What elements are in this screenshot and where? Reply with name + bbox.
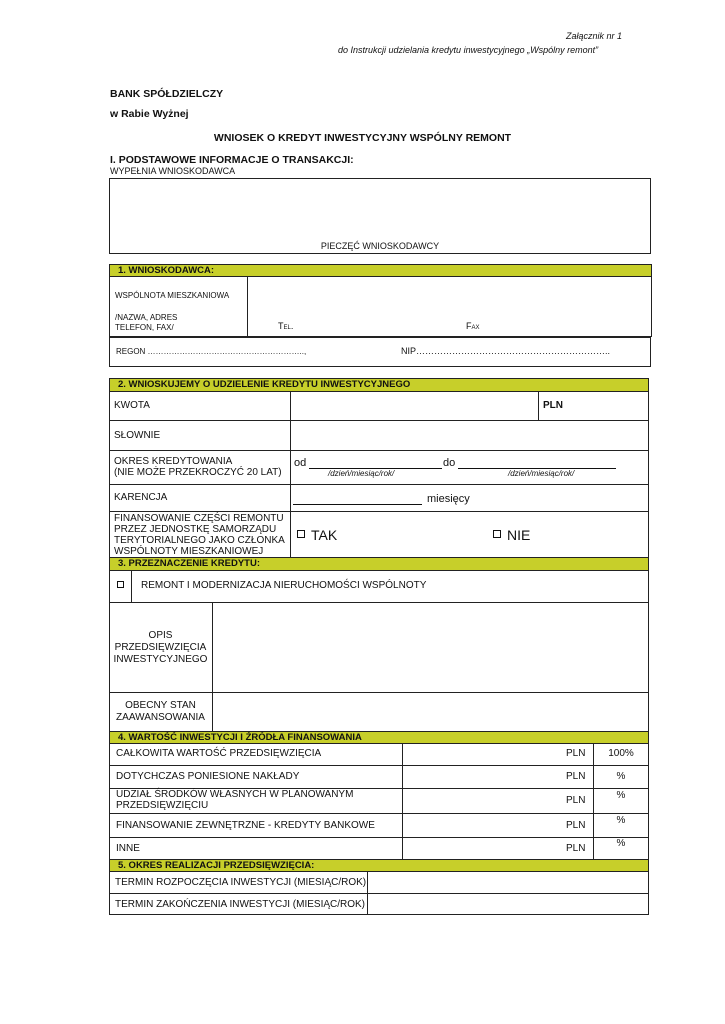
annex-reference: do Instrukcji udzielania kredytu inwestycyjnego „Wspólny remont” — [338, 45, 599, 55]
form-title: WNIOSEK O KREDYT INWESTYCYJNY WSPÓLNY REMONT — [213, 132, 512, 144]
purpose-label: REMONT I MODERNIZACJA NIERUCHOMOŚCI WSPÓLNOTY — [141, 580, 427, 591]
financing-row-label: CAŁKOWITA WARTOŚĆ PRZEDSIĘWZIĘCIA — [116, 748, 322, 759]
no-checkbox[interactable] — [493, 530, 501, 538]
financing-row-label: UDZIAŁ ŚRODKÓW WŁASNYCH W PLANOWANYM — [116, 789, 354, 800]
no-label: NIE — [507, 527, 531, 543]
name-address-label: /NAZWA, ADRES — [115, 313, 178, 322]
date-hint-from: /dzień/miesiąc/rok/ — [328, 469, 395, 478]
financing-row-label-cont: PRZEDSIĘWZIĘCIU — [116, 800, 209, 811]
amount-label: KWOTA — [114, 400, 150, 411]
financing-row-unit: PLN — [566, 771, 586, 782]
grace-period-field[interactable] — [293, 504, 422, 505]
stamp-label: PIECZĘĆ WNIOSKODAWCY — [320, 241, 440, 251]
financing-row-unit: PLN — [566, 795, 586, 806]
amount-in-words-label: SŁOWNIE — [114, 430, 161, 441]
description-label-2: PRZEDSIĘWZIĘCIA — [114, 642, 207, 653]
bank-name: BANK SPÓŁDZIELCZY — [110, 88, 224, 100]
bank-city: w Rabie Wyżnej — [110, 108, 189, 120]
financing-row-percent: % — [616, 815, 626, 826]
amount-in-words-input[interactable] — [291, 421, 648, 450]
yes-label: TAK — [311, 527, 338, 543]
financing-row-label: DOTYCHCZAS PONIESIONE NAKŁADY — [116, 771, 300, 782]
end-date-input[interactable] — [368, 894, 648, 914]
municipal-financing-label-4: WSPÓLNOTY MIESZKANIOWEJ — [114, 546, 264, 557]
financing-row-label: FINANSOWANIE ZEWNĘTRZNE - KREDYTY BANKOWE — [116, 820, 375, 831]
period-to-label: do — [443, 457, 456, 469]
section-bar-period: 5. OKRES REALIZACJI PRZEDSIĘWZIĘCIA: — [109, 859, 649, 872]
description-label-1: OPIS — [148, 630, 173, 641]
progress-label-1: OBECNY STAN — [125, 700, 196, 711]
progress-label-2: ZAAWANSOWANIA — [116, 712, 205, 723]
regon-field[interactable]: REGON ………………………………………………….., — [116, 347, 307, 356]
municipal-financing-label-2: PRZEZ JEDNOSTKĘ SAMORZĄDU — [114, 524, 277, 535]
financing-row-percent: % — [616, 838, 626, 849]
applicant-name-field[interactable] — [248, 277, 651, 336]
start-date-input[interactable] — [368, 872, 648, 893]
fax-label: Fax — [466, 321, 480, 331]
credit-period-label: OKRES KREDYTOWANIA — [114, 456, 233, 467]
section-bar-purpose: 3. PRZEZNACZENIE KREDYTU: — [109, 557, 649, 571]
period-from-label: od — [294, 457, 307, 469]
section-heading: I. PODSTAWOWE INFORMACJE O TRANSAKCJI: — [110, 154, 354, 166]
purpose-checkbox[interactable] — [117, 581, 124, 588]
section-bar-credit: 2. WNIOSKUJEMY O UDZIELENIE KREDYTU INWESTYCYJNEGO — [109, 378, 649, 392]
amount-input[interactable] — [291, 392, 538, 420]
date-hint-to: /dzień/miesiąc/rok/ — [508, 469, 575, 478]
nip-field[interactable]: NIP……………………………………………………….. — [401, 346, 611, 356]
financing-row-percent: % — [616, 771, 626, 782]
financing-row-percent: % — [616, 790, 626, 801]
end-date-label: TERMIN ZAKOŃCZENIA INWESTYCJI (MIESIĄC/ROK) — [115, 899, 366, 910]
section-bar-financing: 4. WARTOŚĆ INWESTYCJI I ŹRÓDŁA FINANSOWANIA — [109, 731, 649, 744]
section-bar-applicant: 1. WNIOSKODAWCA: — [109, 264, 652, 277]
financing-row-unit: PLN — [566, 820, 586, 831]
municipal-financing-label-3: TERYTORIALNEGO JAKO CZŁONKA — [114, 535, 285, 546]
financing-row-unit: PLN — [566, 748, 586, 759]
grace-period-label: KARENCJA — [114, 492, 168, 503]
description-label-3: INWESTYCYJNEGO — [113, 654, 208, 665]
description-input[interactable] — [213, 603, 648, 692]
phone-fax-label: TELEFON, FAX/ — [115, 323, 174, 332]
financing-value-input[interactable] — [403, 744, 592, 859]
tel-label: Tel. — [278, 321, 294, 331]
municipal-financing-label-1: FINANSOWANIE CZĘŚCI REMONTU — [114, 513, 284, 524]
grace-months-label: miesięcy — [427, 493, 470, 505]
fill-by-label: WYPEŁNIA WNIOSKODAWCA — [110, 166, 236, 176]
start-date-label: TERMIN ROZPOCZĘCIA INWESTYCJI (MIESIĄC/ROK) — [115, 877, 367, 888]
financing-row-unit: PLN — [566, 843, 586, 854]
community-label: WSPÓLNOTA MIESZKANIOWA — [115, 291, 230, 300]
amount-currency: PLN — [543, 400, 563, 411]
financing-row-label: INNE — [116, 843, 140, 854]
annex-number: Załącznik nr 1 — [566, 31, 623, 41]
yes-checkbox[interactable] — [297, 530, 305, 538]
financing-row-percent: 100% — [608, 748, 634, 759]
credit-period-limit: (NIE MOŻE PRZEKROCZYĆ 20 LAT) — [114, 467, 282, 478]
progress-input[interactable] — [213, 693, 648, 731]
